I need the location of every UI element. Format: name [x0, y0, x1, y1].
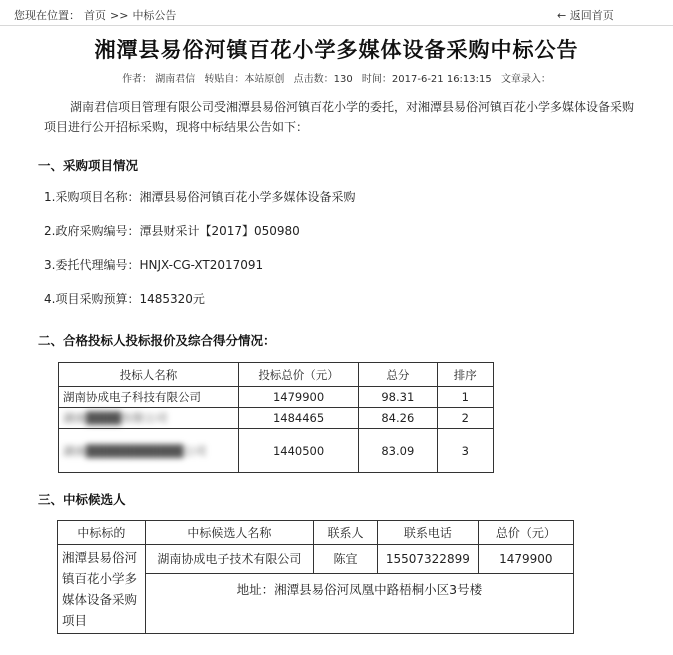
article-meta [0, 70, 673, 85]
bid-score: 84.26 [359, 408, 437, 429]
item-value: 1485320元 [139, 292, 205, 306]
candidate-name: 湖南协成电子技术有限公司 [145, 545, 313, 574]
candidate-phone: 15507322899 [378, 545, 479, 574]
col-bid-price: 投标总价（元） [239, 363, 359, 387]
col-candidate-name: 中标候选人名称 [145, 521, 313, 545]
meta-source: 转贴自：本站原创 [204, 74, 285, 85]
candidate-address: 地址：湘潭县易俗河凤凰中路梧桐小区3号楼 [145, 573, 573, 633]
meta-clicks: 点击数：130 [293, 74, 353, 85]
page-title: 湘潭县易俗河镇百花小学多媒体设备采购中标公告 [94, 38, 579, 62]
meta-entry: 文章录入： [500, 74, 551, 85]
table-header-row [59, 363, 494, 387]
item-procurement-number [44, 222, 300, 239]
bid-price: 1479900 [239, 387, 359, 408]
col-phone: 联系电话 [378, 521, 479, 545]
meta-author: 作者： 湖南君信 [122, 74, 196, 85]
item-value: 潭县财采计【2017】050980 [139, 224, 300, 238]
item-value: HNJX-CG-XT2017091 [139, 258, 264, 272]
bid-rank: 2 [437, 408, 493, 429]
item-label: 1.采购项目名称： [44, 190, 140, 204]
target-cell: 湘潭县易俗河镇百花小学多媒体设备采购项目 [58, 545, 146, 634]
section3-heading: 三、中标候选人 [38, 492, 126, 507]
table-header-row [58, 521, 574, 545]
table-row [59, 408, 494, 429]
item-budget [44, 290, 205, 307]
candidate-price: 1479900 [478, 545, 573, 574]
bidder-name-redacted: 湖南███████████公司 [59, 429, 239, 473]
bid-rank: 3 [437, 429, 493, 473]
breadcrumb-current-link[interactable]: 中标公告 [132, 9, 177, 22]
meta-time: 时间：2017-6-21 16:13:15 [361, 74, 492, 85]
candidate-contact: 陈宜 [313, 545, 377, 574]
section2-heading: 二、合格投标人投标报价及综合得分情况： [38, 333, 276, 348]
breadcrumb-separator: >> [110, 9, 129, 22]
col-total-price: 总价（元） [478, 521, 573, 545]
item-value: 湘潭县易俗河镇百花小学多媒体设备采购 [139, 190, 356, 204]
bidder-name: 湖南协成电子科技有限公司 [59, 387, 239, 408]
winning-candidate-table [57, 520, 574, 634]
col-bidder-name: 投标人名称 [59, 363, 239, 387]
table-row [58, 545, 574, 574]
table-row [59, 387, 494, 408]
bid-score: 83.09 [359, 429, 437, 473]
item-agency-number [44, 256, 263, 273]
header-divider [0, 25, 673, 26]
bidder-name-redacted: 湖南████有限公司 [59, 408, 239, 429]
item-label: 2.政府采购编号： [44, 224, 140, 238]
section1-heading: 一、采购项目情况 [38, 158, 139, 173]
col-rank: 排序 [437, 363, 493, 387]
bid-price: 1484465 [239, 408, 359, 429]
col-target: 中标标的 [58, 521, 146, 545]
back-home-link[interactable] [557, 7, 614, 23]
bid-price: 1440500 [239, 429, 359, 473]
col-contact: 联系人 [313, 521, 377, 545]
item-label: 4.项目采购预算： [44, 292, 140, 306]
back-arrow-icon: ← [557, 9, 567, 22]
back-home-label: 返回首页 [569, 9, 614, 22]
intro-paragraph: 湖南君信项目管理有限公司受湘潭县易俗河镇百花小学的委托，对湘潭县易俗河镇百花小学多媒体设备采购项目进行公开招标采购，现将中标结果公告如下： [44, 100, 635, 134]
bid-results-table [58, 362, 494, 473]
breadcrumb-prefix: 您现在位置： [14, 9, 80, 22]
bid-score: 98.31 [359, 387, 437, 408]
breadcrumb [14, 7, 180, 23]
item-project-name [44, 188, 355, 205]
bid-rank: 1 [437, 387, 493, 408]
breadcrumb-home-link[interactable]: 首页 [84, 9, 106, 22]
col-score: 总分 [359, 363, 437, 387]
table-row [59, 429, 494, 473]
item-label: 3.委托代理编号： [44, 258, 140, 272]
